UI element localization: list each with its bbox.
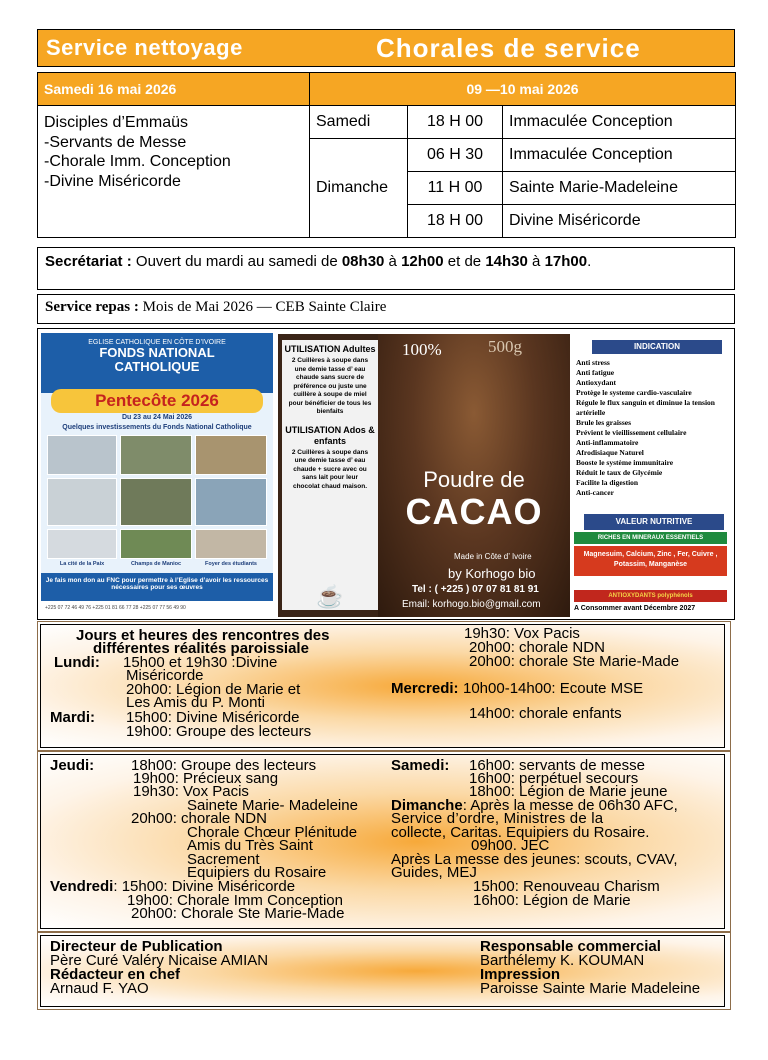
meeting-line: 10h00-14h00: Ecoute MSE bbox=[463, 680, 644, 697]
credit-name: Père Curé Valéry Nicaise AMIAN bbox=[50, 952, 269, 969]
meeting-line: 15h00 et 19h30 :Divine bbox=[123, 654, 278, 671]
meeting-line: 16h00: Légion de Marie bbox=[473, 892, 631, 909]
meeting-line: Les Amis du P. Monti bbox=[126, 694, 265, 711]
header-bar bbox=[37, 29, 735, 67]
meeting-line: 20h00: chorale NDN bbox=[131, 810, 267, 827]
choir-cell: Immaculée Conception bbox=[503, 106, 736, 139]
meeting-line: 20h00: Légion de Marie et bbox=[126, 681, 301, 698]
benefit-item: Facilite la digestion bbox=[576, 478, 639, 487]
meeting-line: 18h00: Groupe des lecteurs bbox=[131, 757, 317, 774]
meetings-title: différentes réalités paroissiale bbox=[93, 640, 309, 657]
time-cell: 18 H 00 bbox=[408, 205, 503, 238]
benefit-item: Régule le flux sanguin et diminue la tension artérielle bbox=[576, 398, 715, 417]
meeting-line: Service d’ordre, Ministres de la bbox=[391, 810, 604, 827]
photo-field bbox=[120, 435, 192, 475]
benefit-item: Antioxydant bbox=[576, 378, 617, 387]
credit-label: Directeur de Publication bbox=[50, 938, 223, 955]
fnc-caption: La cité de la Paix bbox=[59, 561, 105, 567]
meetings-box-1 bbox=[40, 624, 725, 748]
meeting-line: 19h00: Précieux sang bbox=[133, 770, 279, 787]
time-cell: 11 H 00 bbox=[408, 172, 503, 205]
benefit-item: Anti fatigue bbox=[576, 368, 615, 377]
fnc-event: Pentecôte 2026 bbox=[51, 389, 263, 413]
meeting-line: Chorale Chœur Plénitude bbox=[187, 824, 358, 841]
valeur-header: VALEUR NUTRITIVE bbox=[584, 514, 724, 530]
benefit-item: Booste le système immunitaire bbox=[576, 458, 674, 467]
credit-label: Impression bbox=[480, 966, 561, 983]
meeting-line: Guides, MEJ bbox=[391, 864, 477, 881]
consume-before: A Consommer avant Décembre 2027 bbox=[574, 605, 696, 612]
header-right-title: Chorales de service bbox=[376, 33, 641, 63]
repas-label: Service repas : bbox=[45, 299, 139, 315]
meeting-line: Sainete Marie- Madeleine bbox=[187, 797, 358, 814]
benefits-list bbox=[576, 358, 731, 498]
day-label-samedi: Samedi: bbox=[391, 757, 450, 774]
cleaning-line: -Chorale Imm. Conception bbox=[44, 153, 231, 170]
credit-name: Arnaud F. YAO bbox=[50, 980, 149, 997]
secretariat-text: à bbox=[384, 253, 402, 270]
fnc-invest: Quelques investissements du Fonds National Catholique bbox=[62, 424, 252, 431]
benefit-item: Réduit le taux de Glycémie bbox=[576, 468, 663, 477]
day-dimanche: Dimanche bbox=[310, 139, 408, 238]
cacao-made: Made in Côte d’ Ivoire bbox=[454, 552, 532, 561]
photo-room bbox=[195, 478, 267, 526]
meeting-line: : Après la messe de 06h30 AFC, bbox=[462, 797, 678, 814]
meeting-line: Amis du Très Saint bbox=[187, 837, 313, 854]
cacao-product-line: Poudre de bbox=[423, 467, 525, 492]
photo-field bbox=[120, 529, 192, 559]
credits-box bbox=[40, 935, 725, 1007]
secretariat-label: Secrétariat bbox=[45, 253, 123, 270]
usage-adults-text: 2 Cuillères à soupe dans une demie tasse d’ eau chaude sans sucre de préférence ou juste une cuillère à soupe de miel pour bénéficier de tous les bienfaits bbox=[288, 357, 372, 415]
meeting-line: Sacrement bbox=[187, 851, 260, 868]
cleaning-date: Samedi 16 mai 2026 bbox=[38, 73, 310, 106]
fnc-caption: Foyer des étudiants bbox=[205, 561, 257, 567]
cacao-usage-panel bbox=[282, 340, 378, 610]
fnc-church: EGLISE CATHOLIQUE EN CÔTE D’IVOIRE bbox=[88, 339, 226, 346]
meeting-line: 20h00: Chorale Ste Marie-Made bbox=[131, 905, 345, 922]
meeting-line: 16h00: servants de messe bbox=[469, 757, 645, 774]
secretariat-text: Ouvert du mardi au samedi de bbox=[131, 253, 342, 270]
repas-box bbox=[37, 294, 735, 324]
secretariat-text: et de bbox=[443, 253, 486, 270]
meeting-line: 19h00: Chorale Imm Conception bbox=[127, 892, 343, 909]
meeting-line: 16h00: perpétuel secours bbox=[469, 770, 639, 787]
benefit-item: Anti-cancer bbox=[576, 488, 614, 497]
usage-kids-text: 2 Cuillères à soupe dans une demie tasse d’ eau chaude + sucre avec ou sans lait pour leur chocolat chaud maison. bbox=[291, 448, 369, 490]
cleaning-line: Disciples d’Emmaüs bbox=[44, 114, 189, 131]
fnc-caption: Champs de Manioc bbox=[130, 561, 182, 567]
photo-building bbox=[47, 435, 117, 475]
choir-cell: Immaculée Conception bbox=[503, 139, 736, 172]
day-label-lundi: Lundi: bbox=[54, 654, 100, 671]
header-left-title: Service nettoyage bbox=[46, 35, 243, 60]
meeting-line: : 15h00: Divine Miséricorde bbox=[113, 878, 296, 895]
secretariat-time: 08h30 bbox=[341, 253, 385, 270]
repas-text: Mois de Mai 2026 — CEB Sainte Claire bbox=[138, 299, 387, 315]
benefit-item: Anti stress bbox=[576, 358, 610, 367]
time-cell: 18 H 00 bbox=[408, 106, 503, 139]
cacao-product-name: CACAO bbox=[405, 491, 543, 532]
cacao-brand: by Korhogo bio bbox=[448, 566, 536, 581]
fnc-title: FONDS NATIONAL bbox=[99, 345, 215, 360]
secretariat-time: 17h00 bbox=[544, 253, 588, 270]
choir-date: 09 —10 mai 2026 bbox=[310, 73, 736, 106]
day-label-dimanche: Dimanche bbox=[391, 797, 463, 814]
credit-label: Rédacteur en chef bbox=[50, 966, 181, 983]
choir-cell: Sainte Marie-Madeleine bbox=[503, 172, 736, 205]
cleaning-line: -Divine Miséricorde bbox=[44, 172, 181, 190]
meeting-line: 20h00: chorale Ste Marie-Made bbox=[469, 653, 680, 670]
meeting-line: 18h00: Légion de Marie jeune bbox=[469, 783, 668, 800]
cleaning-groups bbox=[38, 106, 310, 238]
secretariat-text: à bbox=[527, 253, 545, 270]
cup-icon: ☕ bbox=[316, 584, 344, 609]
meeting-line: collecte, Caritas. Equipiers du Rosaire. bbox=[391, 824, 650, 841]
meeting-line: Miséricorde bbox=[126, 667, 204, 684]
secretariat-box bbox=[37, 247, 735, 290]
secretariat-time: 14h30 bbox=[485, 253, 528, 270]
cacao-indications bbox=[570, 334, 731, 617]
meeting-line: 19h30: Vox Pacis bbox=[133, 783, 249, 800]
choir-cell: Divine Miséricorde bbox=[503, 205, 736, 238]
day-label-jeudi: Jeudi: bbox=[50, 757, 95, 774]
riche-label: RICHES EN MINERAUX ESSENTIELS bbox=[574, 532, 727, 544]
photo-building bbox=[47, 529, 117, 559]
meetings-title: Jours et heures des rencontres des bbox=[76, 627, 330, 644]
meeting-line: 14h00: chorale enfants bbox=[469, 705, 622, 722]
fnc-title: CATHOLIQUE bbox=[114, 359, 200, 374]
cacao-weight: 500g bbox=[488, 337, 522, 356]
meeting-line: 19h00: Groupe des lecteurs bbox=[126, 723, 312, 740]
secretariat-colon: : bbox=[122, 253, 132, 270]
benefit-item: Protège le systeme cardio-vasculaire bbox=[576, 388, 692, 397]
cacao-center bbox=[378, 334, 570, 617]
meeting-line: 20h00: chorale NDN bbox=[469, 639, 605, 656]
meetings-box-2 bbox=[40, 754, 725, 929]
secretariat-time: 12h00 bbox=[401, 253, 444, 270]
cacao-percent: 100% bbox=[402, 340, 442, 359]
fnc-poster bbox=[41, 333, 273, 615]
secretariat-text: . bbox=[587, 253, 592, 270]
photo-person bbox=[195, 529, 267, 559]
cacao-email: Email: korhogo.bio@gmail.com bbox=[402, 599, 541, 610]
usage-kids-title: UTILISATION Ados & enfants bbox=[285, 424, 375, 446]
day-label-mercredi: Mercredi: bbox=[391, 680, 459, 697]
benefit-item: Prévient le vieillissement cellulaire bbox=[576, 428, 687, 437]
cleaning-line: -Servants de Messe bbox=[44, 133, 187, 151]
meeting-line: Equipiers du Rosaire bbox=[187, 864, 327, 881]
meeting-line: Après La messe des jeunes: scouts, CVAV, bbox=[391, 851, 678, 868]
day-label-vendredi: Vendredi bbox=[50, 878, 114, 895]
credit-name: Barthélemy K. KOUMAN bbox=[480, 952, 645, 969]
meeting-line: 19h30: Vox Pacis bbox=[464, 625, 580, 642]
antiox-label: ANTIOXYDANTS polyphénols bbox=[574, 590, 727, 602]
cacao-tel: Tel : ( +225 ) 07 07 81 81 91 bbox=[412, 584, 539, 595]
meeting-line: 15h00: Divine Miséricorde bbox=[126, 709, 300, 726]
photo-building bbox=[195, 435, 267, 475]
indication-header: INDICATION bbox=[592, 340, 722, 354]
credit-label: Responsable commercial bbox=[480, 938, 661, 955]
benefit-item: Anti-inflammatoire bbox=[576, 438, 639, 447]
meeting-line: 09h00. JEC bbox=[471, 837, 550, 854]
fnc-header bbox=[41, 333, 273, 393]
usage-adults-title: UTILISATION Adultes bbox=[284, 344, 376, 354]
minerals-text: Magnesuim, Calcium, Zinc , Fer, Cuivre , Potassim, Manganèse bbox=[574, 546, 727, 576]
benefit-item: Brule les graisses bbox=[576, 418, 631, 427]
photo-people bbox=[120, 478, 192, 526]
day-samedi: Samedi bbox=[310, 106, 408, 139]
day-label-mardi: Mardi: bbox=[50, 709, 95, 726]
schedule-table bbox=[37, 72, 736, 238]
time-cell: 06 H 30 bbox=[408, 139, 503, 172]
cacao-poster bbox=[278, 334, 731, 617]
fnc-phones: +225 07 72 46 49 76 +225 01 81 66 77 28 +225 07 77 56 49 90 bbox=[41, 601, 273, 615]
fnc-footer: Je fais mon don au FNC pour permettre à l’Eglise d’avoir les ressources nécessaires pour ses œuvres bbox=[41, 573, 273, 601]
fnc-dates: Du 23 au 24 Mai 2026 bbox=[121, 414, 193, 421]
credit-name: Paroisse Sainte Marie Madeleine bbox=[480, 980, 701, 997]
benefit-item: Afrodisiaque Naturel bbox=[576, 448, 644, 457]
photo-building bbox=[47, 478, 117, 526]
meeting-line: 15h00: Renouveau Charism bbox=[473, 878, 660, 895]
